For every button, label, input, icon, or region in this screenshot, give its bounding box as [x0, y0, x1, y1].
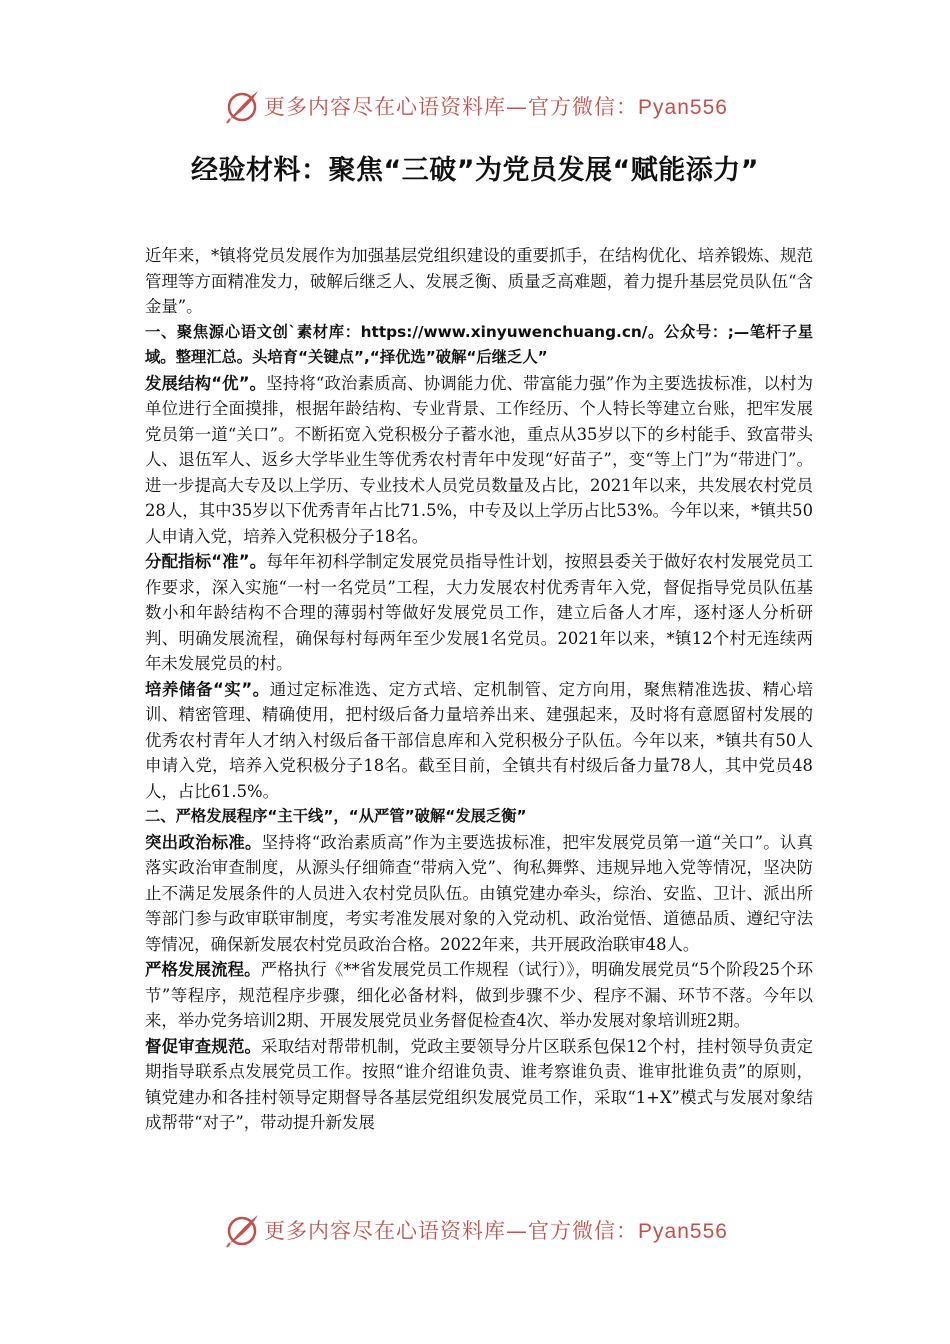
footer-banner	[0, 1210, 950, 1250]
paragraph	[145, 1034, 813, 1136]
paragraph-text: 通过定标准选、定方式培、定机制管、定方向用，聚焦精准选拔、精心培训、精密管理、精确使用，把村级后备力量培养出来、建强起来，及时将有意愿留村发展的优秀农村青年人才纳入村级后备干部信息库和入党积极分子队伍。今年以来，*镇共有50人申请入党，培养入党积极分子18名。截至目前，全镇共有村级后备力量78人，其中党员48人，占比61.5%。	[145, 679, 813, 801]
section-heading-2: 二、严格发展程序“主干线”，“从严管”破解“发展乏衡”	[145, 807, 527, 825]
paragraph-lead: 发展结构“优”。	[145, 373, 267, 393]
paragraph-text: 坚持将“政治素质高”作为主要选拔标准，把牢发展党员第一道“关口”。认真落实政治审查制度，从源头仔细筛查“带病入党”、徇私舞弊、违规异地入党等情况，坚决防止不满足发展条件的人员进入农村党员队伍。由镇党建办牵头，综治、安监、卫计、派出所等部门参与政审联审制度，考实考准发展对象的入党动机、政治觉悟、道德品质、遵纪守法等情况，确保新发展农村党员政治合格。2022年来，共开展政治联审48人。	[145, 832, 813, 954]
paragraph-text: 严格执行《**省发展党员工作规程（试行）》，明确发展党员“5个阶段25个环节”等程序，规范程序步骤，细化必备材料，做到步骤不少、程序不漏、环节不落。今年以来，举办党务培训2期、开展发展党员业务督促检查4次、举办发展对象培训班2期。	[145, 960, 814, 1030]
section-heading-1: 一、聚焦源心语文创`素材库：https://www.xinyuwenchuang.cn/。公众号：;—笔杆子星域。整理汇总。头培育“关键点”,“择优选”破解“后继乏人”	[145, 322, 813, 366]
quill-logo-icon	[222, 86, 262, 126]
quill-logo-icon	[222, 1210, 262, 1250]
paragraph-text: 采取结对帮带机制，党政主要领导分片区联系包保12个村，挂村领导负责定期指导联系点发展党员工作。按照“谁介绍谁负责、谁考察谁负责、谁审批谁负责”的原则，镇党建办和各挂村领导定期督导各基层党组织发展党员工作，采取“1+X”模式与发展对象结成帮带“对子”，带动提升新发展	[145, 1036, 813, 1132]
paragraph-text: 坚持将“政治素质高、协调能力优、带富能力强”作为主要选拔标准，以村为单位进行全面摸排，根据年龄结构、专业背景、工作经历、个人特长等建立台账，把牢发展党员第一道“关口”。不断拓宽入党积极分子蓄水池，重点从35岁以下的乡村能手、致富带头人、退伍军人、返乡大学毕业生等优秀农村青年中发现“好苗子”，变“等上门”为“带进门”。进一步提高大专及以上学历、专业技术人员党员数量及占比，2021年以来，共发展农村党员28人，其中35岁以下优秀青年占比71.5%，中专及以上学历占比53%。今年以来，*镇共50人申请入党，培养入党积极分子18名。	[145, 373, 813, 546]
document-body	[145, 243, 813, 1136]
paragraph	[145, 957, 813, 1034]
paragraph	[145, 549, 813, 677]
document-title: 经验材料：聚焦“三破”为党员发展“赋能添力”	[191, 155, 759, 186]
paragraph	[145, 371, 813, 550]
paragraph-lead: 督促审查规范。	[145, 1036, 262, 1056]
banner-text: 更多内容尽在心语资料库—官方微信：Pyan556	[264, 95, 728, 119]
paragraph-lead: 突出政治标准。	[145, 832, 262, 852]
header-banner	[0, 86, 950, 126]
intro-paragraph: 近年来，*镇将党员发展作为加强基层党组织建设的重要抓手，在结构优化、培养锻炼、规范管理等方面精准发力，破解后继乏人、发展乏衡、质量乏高难题，着力提升基层党员队伍“含金量”。	[145, 246, 813, 316]
paragraph-lead: 分配指标“准”。	[145, 552, 267, 571]
paragraph	[145, 830, 813, 958]
paragraph-lead: 严格发展流程。	[145, 960, 261, 979]
banner-text: 更多内容尽在心语资料库—官方微信：Pyan556	[264, 1219, 728, 1243]
paragraph-text: 每年年初科学制定发展党员指导性计划，按照县委关于做好农村发展党员工作要求，深入实施“一村一名党员”工程，大力发展农村优秀青年入党，督促指导党员队伍基数小和年龄结构不合理的薄弱村等做好发展党员工作，建立后备人才库，逐村逐人分析研判、明确发展流程，确保每村每两年至少发展1名党员。2021年以来，*镇12个村无连续两年未发展党员的村。	[145, 552, 814, 673]
paragraph-lead: 培养储备“实”。	[145, 679, 270, 699]
paragraph	[145, 677, 813, 805]
